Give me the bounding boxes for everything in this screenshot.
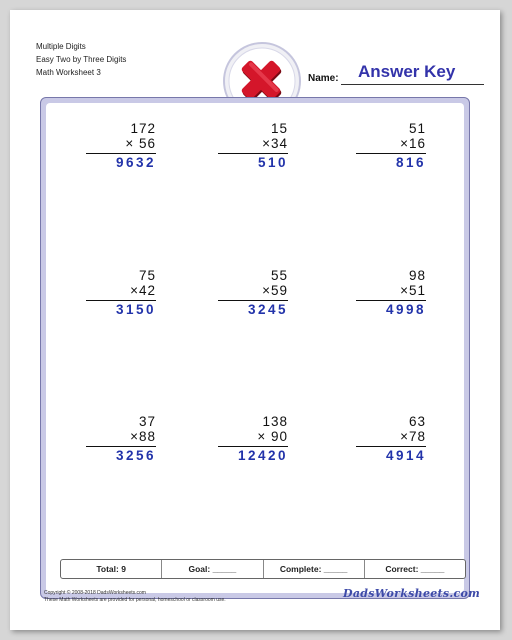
multiplier: ×78 bbox=[400, 429, 426, 444]
product-answer: 4998 bbox=[385, 302, 426, 317]
score-total: Total: 9 bbox=[61, 560, 162, 578]
worksheet-subtopic: Easy Two by Three Digits bbox=[36, 55, 127, 64]
name-field bbox=[308, 62, 484, 84]
answer-rule bbox=[356, 446, 426, 447]
problem-2 bbox=[218, 121, 288, 170]
multiplicand: 75 bbox=[138, 268, 156, 283]
score-goal: Goal: _____ bbox=[162, 560, 263, 578]
worksheet-header-info bbox=[36, 40, 126, 79]
product-answer: 3245 bbox=[247, 302, 288, 317]
score-bar bbox=[60, 559, 466, 579]
product-answer: 3150 bbox=[115, 302, 156, 317]
brand-logo: DadsWorksheets.com bbox=[343, 587, 481, 600]
copyright-notice bbox=[44, 590, 226, 604]
problem-6 bbox=[356, 268, 426, 317]
answer-rule bbox=[356, 300, 426, 301]
name-label: Name: bbox=[308, 73, 339, 84]
multiplicand: 63 bbox=[408, 414, 426, 429]
answer-rule bbox=[218, 153, 288, 154]
copyright-line: Copyright © 2008-2018 DadsWorksheets.com bbox=[44, 590, 146, 596]
product-answer: 816 bbox=[395, 155, 426, 170]
product-answer: 510 bbox=[257, 155, 288, 170]
problem-4 bbox=[86, 268, 156, 317]
multiplicand: 98 bbox=[408, 268, 426, 283]
usage-notice: These Math Worksheets are provided for personal, homeschool or classroom use. bbox=[44, 597, 226, 603]
score-correct: Correct: _____ bbox=[385, 564, 445, 574]
multiplier: × 90 bbox=[257, 429, 288, 444]
problems-area bbox=[46, 103, 464, 593]
multiplier: ×16 bbox=[400, 136, 426, 151]
answer-rule bbox=[86, 153, 156, 154]
multiplicand: 172 bbox=[130, 121, 156, 136]
answer-rule bbox=[86, 300, 156, 301]
multiplicand: 15 bbox=[270, 121, 288, 136]
product-answer: 4914 bbox=[385, 448, 426, 463]
multiplicand: 37 bbox=[138, 414, 156, 429]
answer-rule bbox=[218, 300, 288, 301]
multiplicand: 138 bbox=[262, 414, 288, 429]
problem-9 bbox=[356, 414, 426, 463]
multiplier: ×34 bbox=[262, 136, 288, 151]
multiplier: × 56 bbox=[125, 136, 156, 151]
score-complete: Complete: _____ bbox=[264, 560, 365, 578]
worksheet-title: Math Worksheet 3 bbox=[36, 68, 101, 77]
multiplier: ×42 bbox=[130, 283, 156, 298]
problem-5 bbox=[218, 268, 288, 317]
worksheet-page bbox=[10, 10, 500, 630]
product-answer: 3256 bbox=[115, 448, 156, 463]
problem-7 bbox=[86, 414, 156, 463]
name-underline bbox=[341, 84, 484, 85]
problem-8 bbox=[218, 414, 288, 463]
problems-frame bbox=[40, 97, 470, 599]
product-answer: 12420 bbox=[237, 448, 288, 463]
multiplicand: 55 bbox=[270, 268, 288, 283]
product-answer: 9632 bbox=[115, 155, 156, 170]
answer-rule bbox=[356, 153, 426, 154]
answer-rule bbox=[218, 446, 288, 447]
worksheet-topic: Multiple Digits bbox=[36, 42, 86, 51]
multiplicand: 51 bbox=[408, 121, 426, 136]
answer-rule bbox=[86, 446, 156, 447]
multiplier: ×88 bbox=[130, 429, 156, 444]
problem-3 bbox=[356, 121, 426, 170]
multiplier: ×59 bbox=[262, 283, 288, 298]
multiplier: ×51 bbox=[400, 283, 426, 298]
problem-1 bbox=[86, 121, 156, 170]
answer-key-title: Answer Key bbox=[358, 62, 456, 81]
